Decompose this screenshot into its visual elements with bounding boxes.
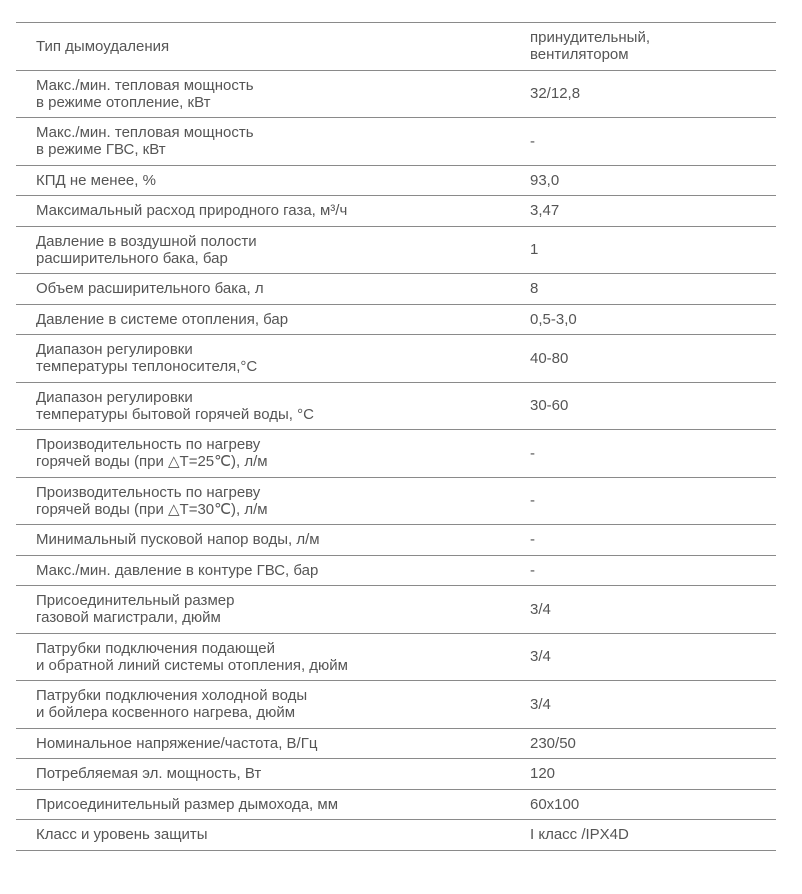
spec-label-line: расширительного бака, бар	[36, 249, 228, 267]
spec-label	[16, 477, 530, 525]
spec-label	[16, 681, 530, 729]
spec-value	[530, 335, 776, 383]
spec-row	[16, 165, 776, 196]
spec-value-line: -	[530, 561, 535, 579]
spec-value	[530, 304, 776, 335]
spec-label-line: Тип дымоудаления	[36, 37, 170, 55]
spec-label-line: Давление в системе отопления, бар	[36, 310, 289, 328]
spec-label	[16, 633, 530, 681]
spec-value	[530, 633, 776, 681]
spec-value-line: 1	[530, 241, 539, 259]
spec-row	[16, 430, 776, 478]
spec-value	[530, 274, 776, 305]
spec-value-line: 93,0	[530, 171, 560, 189]
spec-label	[16, 789, 530, 820]
spec-value-line: 3,47	[530, 202, 560, 220]
spec-label	[16, 382, 530, 430]
spec-row	[16, 196, 776, 227]
spec-value-line: 3/4	[530, 695, 551, 713]
spec-label	[16, 304, 530, 335]
spec-value-line: 40-80	[530, 349, 569, 367]
spec-row	[16, 70, 776, 118]
spec-value	[530, 382, 776, 430]
spec-label-line: Производительность по нагреву	[36, 483, 261, 501]
spec-label-line: горячей воды (при △T=25℃), л/м	[36, 453, 268, 471]
spec-row	[16, 728, 776, 759]
spec-value-line: 60x100	[530, 795, 580, 813]
spec-value-line: 3/4	[530, 600, 551, 618]
spec-value	[530, 525, 776, 556]
spec-label-line: Макс./мин. тепловая мощность	[36, 124, 254, 142]
spec-row	[16, 304, 776, 335]
spec-label	[16, 118, 530, 166]
spec-label-line: Присоединительный размер дымохода, мм	[36, 795, 339, 813]
spec-label	[16, 430, 530, 478]
spec-label-line: Потребляемая эл. мощность, Вт	[36, 765, 262, 783]
spec-value-line: I класс /IPX4D	[530, 826, 629, 844]
spec-value	[530, 759, 776, 790]
spec-label-line: в режиме ГВС, кВт	[36, 141, 166, 159]
spec-value	[530, 681, 776, 729]
spec-row	[16, 555, 776, 586]
spec-row	[16, 226, 776, 274]
spec-row	[16, 633, 776, 681]
spec-row	[16, 525, 776, 556]
spec-value-line: -	[530, 492, 535, 510]
spec-label-line: газовой магистрали, дюйм	[36, 609, 221, 627]
spec-value	[530, 118, 776, 166]
spec-label	[16, 226, 530, 274]
spec-value	[530, 23, 776, 71]
spec-label	[16, 23, 530, 71]
spec-label-line: Диапазон регулировки	[36, 341, 193, 359]
spec-table	[16, 22, 776, 851]
spec-label	[16, 274, 530, 305]
spec-label-line: температуры теплоносителя,°C	[36, 358, 258, 376]
spec-value	[530, 165, 776, 196]
spec-value-line: 30-60	[530, 397, 569, 415]
spec-label-line: Патрубки подключения подающей	[36, 639, 275, 657]
spec-value	[530, 430, 776, 478]
spec-row	[16, 23, 776, 71]
spec-value-line: 8	[530, 280, 539, 298]
spec-label-line: Класс и уровень защиты	[36, 826, 208, 844]
spec-value-line: 32/12,8	[530, 85, 581, 103]
spec-value-line: -	[530, 531, 535, 549]
spec-label	[16, 525, 530, 556]
spec-label	[16, 820, 530, 851]
spec-label	[16, 586, 530, 634]
spec-row	[16, 274, 776, 305]
spec-label-line: и бойлера косвенного нагрева, дюйм	[36, 704, 296, 722]
spec-value	[530, 555, 776, 586]
spec-label-line: КПД не менее, %	[36, 171, 156, 189]
spec-label-line: Объем расширительного бака, л	[36, 280, 264, 298]
spec-value	[530, 196, 776, 227]
spec-value-line: 0,5-3,0	[530, 310, 577, 328]
spec-label-line: Макс./мин. давление в контуре ГВС, бар	[36, 561, 319, 579]
spec-row	[16, 820, 776, 851]
spec-label-line: Макс./мин. тепловая мощность	[36, 76, 254, 94]
spec-label-line: Максимальный расход природного газа, м³/ч	[36, 202, 348, 220]
spec-label	[16, 555, 530, 586]
spec-label-line: Диапазон регулировки	[36, 388, 193, 406]
spec-value-line: принудительный,	[530, 29, 650, 47]
spec-value	[530, 226, 776, 274]
spec-label	[16, 335, 530, 383]
spec-row	[16, 759, 776, 790]
spec-value-line: 3/4	[530, 648, 551, 666]
spec-row	[16, 586, 776, 634]
spec-value	[530, 820, 776, 851]
spec-table-body	[16, 23, 776, 851]
spec-label	[16, 70, 530, 118]
spec-label-line: Давление в воздушной полости	[36, 232, 257, 250]
spec-row	[16, 477, 776, 525]
spec-row	[16, 789, 776, 820]
spec-label-line: Номинальное напряжение/частота, В/Гц	[36, 734, 318, 752]
spec-value	[530, 586, 776, 634]
spec-label-line: температуры бытовой горячей воды, °C	[36, 405, 314, 423]
spec-label	[16, 728, 530, 759]
spec-row	[16, 382, 776, 430]
spec-label-line: горячей воды (при △T=30℃), л/м	[36, 500, 268, 518]
spec-label-line: и обратной линий системы отопления, дюйм	[36, 656, 348, 674]
spec-row	[16, 118, 776, 166]
spec-value	[530, 789, 776, 820]
spec-label-line: в режиме отопление, кВт	[36, 93, 211, 111]
spec-label-line: Производительность по нагреву	[36, 436, 261, 454]
spec-label-line: Присоединительный размер	[36, 592, 235, 610]
spec-label	[16, 165, 530, 196]
spec-value-line: -	[530, 132, 535, 150]
spec-label-line: Патрубки подключения холодной воды	[36, 687, 308, 705]
spec-value-line: -	[530, 444, 535, 462]
spec-value-line: вентилятором	[530, 46, 629, 64]
spec-value-line: 230/50	[530, 734, 576, 752]
spec-value	[530, 728, 776, 759]
spec-label-line: Минимальный пусковой напор воды, л/м	[36, 531, 320, 549]
spec-label	[16, 196, 530, 227]
spec-label	[16, 759, 530, 790]
spec-value	[530, 477, 776, 525]
spec-value-line: 120	[530, 765, 556, 783]
spec-value	[530, 70, 776, 118]
spec-row	[16, 335, 776, 383]
spec-row	[16, 681, 776, 729]
